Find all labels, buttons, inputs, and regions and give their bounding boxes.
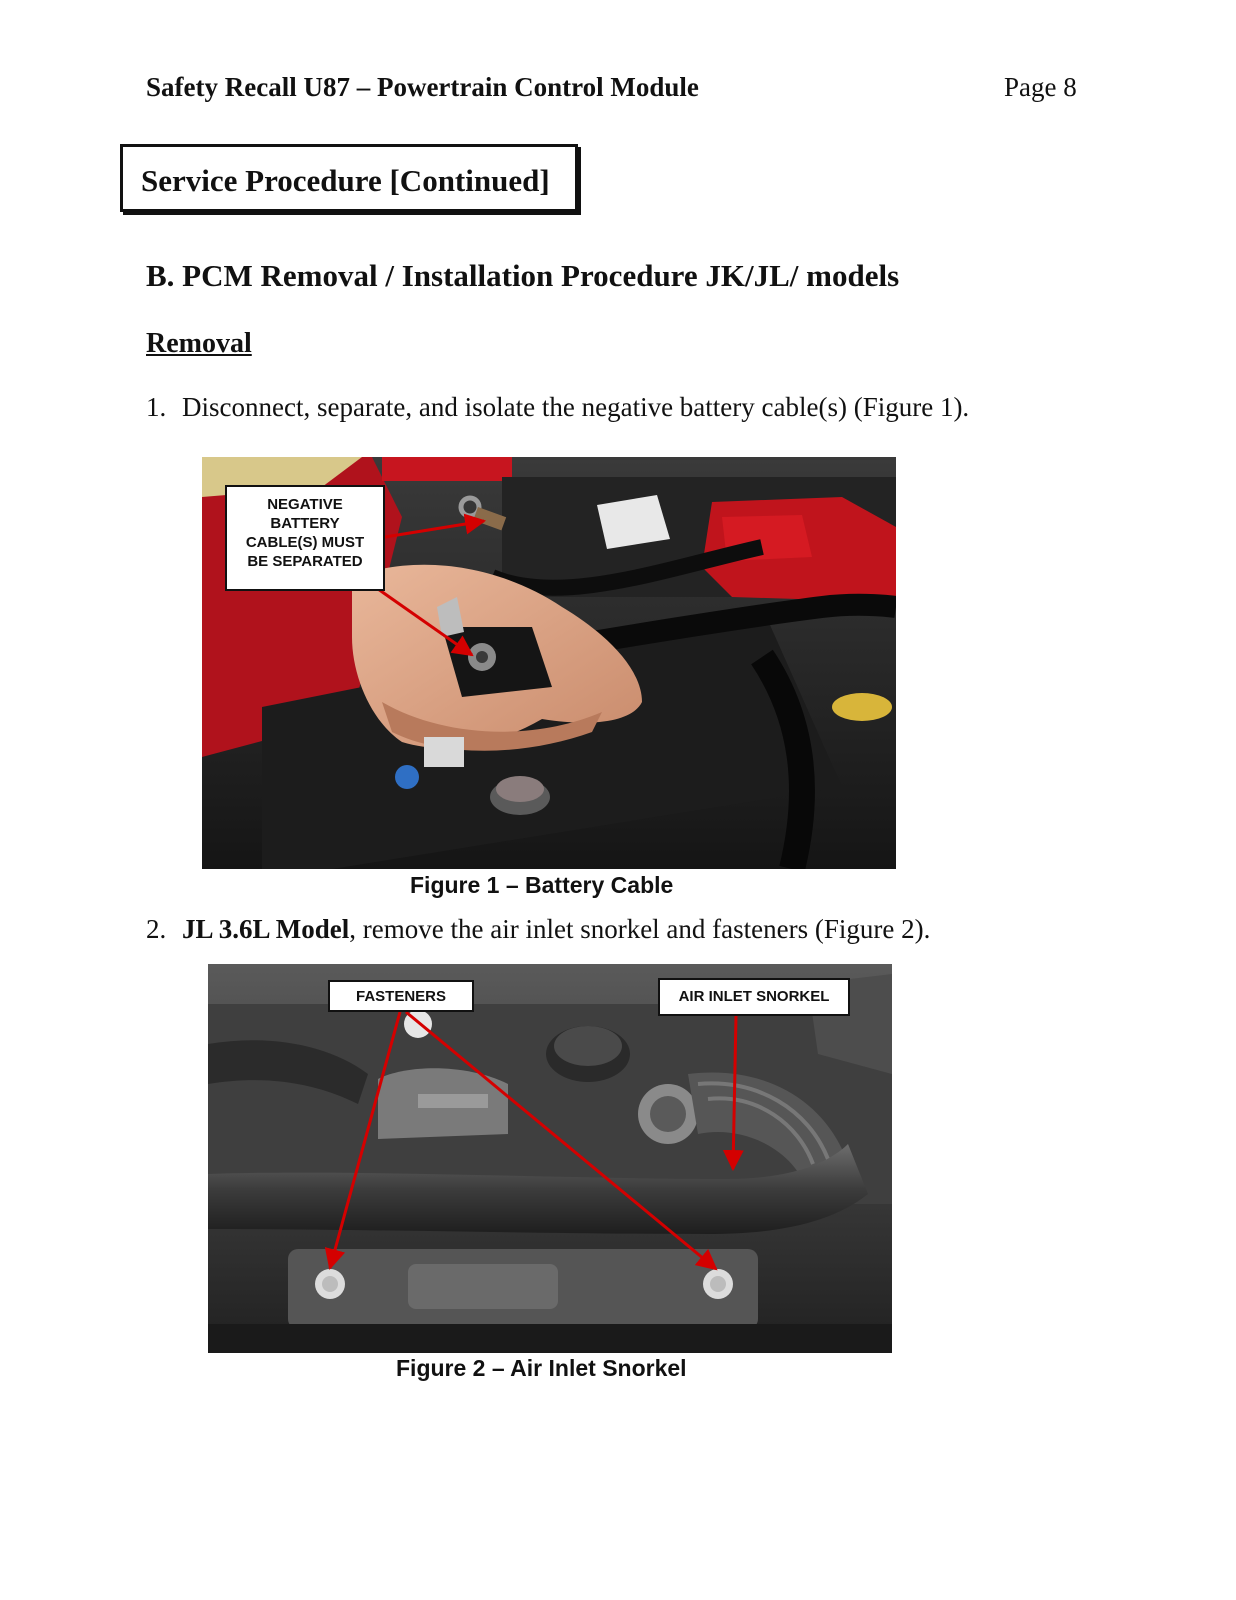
step-2 — [146, 914, 930, 945]
step-1 — [146, 392, 969, 423]
battery-cable-photo — [202, 457, 896, 869]
engine-photo-illustration — [208, 964, 892, 1353]
callout-line: BATTERY — [270, 515, 340, 532]
removal-subheading: Removal — [146, 328, 252, 359]
air-inlet-snorkel-callout: AIR INLET SNORKEL — [658, 978, 850, 1016]
section-heading: B. PCM Removal / Installation Procedure JK/JL/ models — [146, 258, 900, 293]
step-number: 1. — [146, 392, 167, 422]
banner-text: Service Procedure [Continued] — [141, 163, 550, 198]
negative-cable-callout — [225, 485, 385, 591]
fasteners-callout: FASTENERS — [328, 980, 474, 1012]
document-title: Safety Recall U87 – Powertrain Control Module — [146, 72, 699, 102]
step-text: , remove the air inlet snorkel and fasteners (Figure 2). — [349, 914, 931, 944]
air-inlet-snorkel-photo — [208, 964, 892, 1353]
callout-line: NEGATIVE — [267, 496, 343, 513]
step-number: 2. — [146, 914, 167, 944]
page-number: Page 8 — [1004, 72, 1077, 102]
figure-1-caption: Figure 1 – Battery Cable — [410, 872, 674, 898]
step-text: Disconnect, separate, and isolate the negative battery cable(s) (Figure 1). — [182, 392, 970, 422]
step-model-name: JL 3.6L Model — [182, 914, 350, 944]
callout-line: CABLE(S) MUST — [245, 534, 365, 551]
callout-line: BE SEPARATED — [247, 553, 363, 570]
figure-2-caption: Figure 2 – Air Inlet Snorkel — [396, 1355, 687, 1381]
section-banner — [120, 144, 578, 212]
